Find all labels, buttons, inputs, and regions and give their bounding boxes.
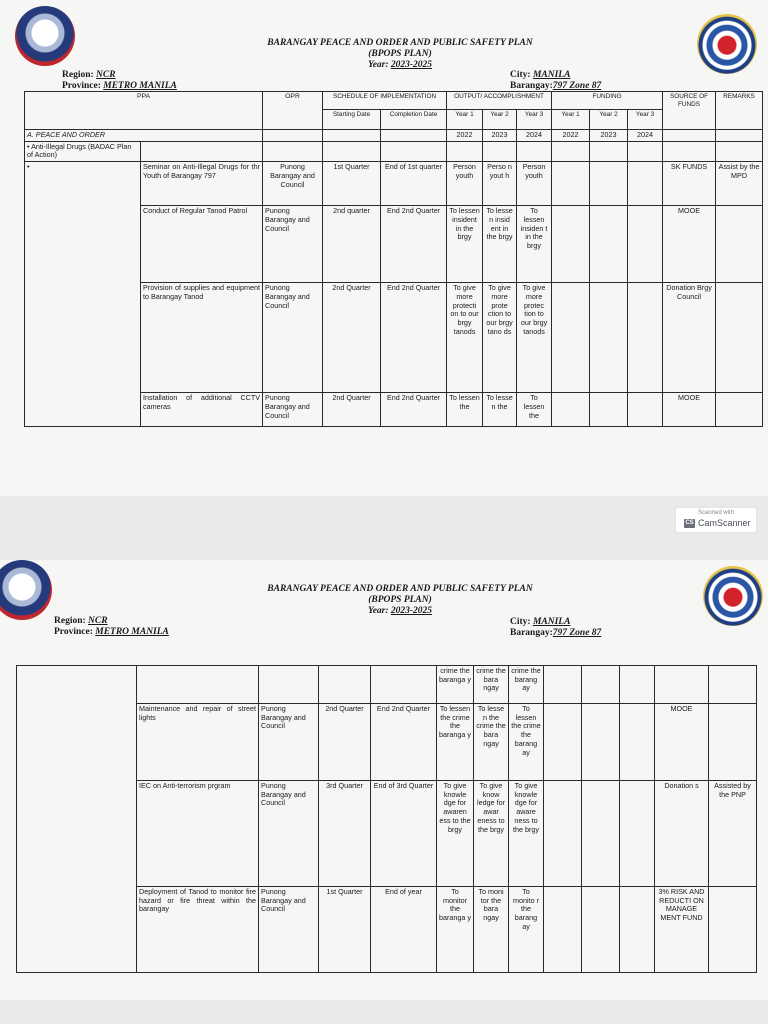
- city-value: MANILA: [532, 617, 571, 627]
- funding-year2-cell: [582, 666, 620, 704]
- scanned-with-text: Scanned with: [697, 510, 735, 516]
- funding-year3-cell: [620, 704, 655, 781]
- funding-year1-cell: [544, 704, 582, 781]
- funding-year3-cell: [620, 781, 655, 887]
- funding-year2-cell: [582, 704, 620, 781]
- funding-year3-cell: [628, 393, 663, 427]
- document-title: [200, 38, 600, 71]
- province-value: METRO MANILA: [103, 81, 177, 91]
- source-cell: [655, 666, 709, 704]
- funding-year3-cell: [628, 283, 663, 393]
- start-cell: 2nd Quarter: [319, 704, 371, 781]
- output-year1-cell: Person youth: [447, 162, 483, 206]
- title-line-2: (BPOPS PLAN): [368, 595, 432, 605]
- funding-year2-cell: [582, 887, 620, 973]
- opr-cell: Punong Barangay and Council: [263, 393, 323, 427]
- city-value: MANILA: [532, 70, 571, 80]
- header-remarks: REMARKS: [716, 92, 763, 130]
- end-cell: End 2nd Quarter: [381, 283, 447, 393]
- year-2023-funding: 2023: [590, 130, 628, 142]
- barangay-seal-icon: [15, 6, 75, 66]
- funding-year2-cell: [590, 283, 628, 393]
- year-2022-output: 2022: [447, 130, 483, 142]
- province-label: Province:: [62, 81, 101, 91]
- year-value: 2023-2025: [390, 60, 433, 70]
- source-cell: 3% RISK AND REDUCTI ON MANAGE MENT FUND: [655, 887, 709, 973]
- region-value: NCR: [96, 70, 116, 80]
- output-year1-cell: To lessen the crime the baranga y: [437, 704, 474, 781]
- ppa-cell: IEC on Anti-terrorism prgram: [137, 781, 259, 887]
- output-year3-cell: To lessen the crime the barang ay: [509, 704, 544, 781]
- opr-cell: Punong Barangay and Council: [259, 781, 319, 887]
- ppa-cell: Seminar on Anti-Illegal Drugs for thr Youth of Barangay 797: [141, 162, 263, 206]
- region-label: Region:: [54, 616, 86, 626]
- header-completion-date: Completion Date: [381, 110, 447, 130]
- empty-cell: [263, 130, 323, 142]
- city-line: [510, 617, 570, 628]
- output-year2-cell: To lesse n insid ent in the brgy: [483, 206, 517, 283]
- end-cell: End 2nd Quarter: [371, 704, 437, 781]
- funding-year3-cell: [620, 887, 655, 973]
- year-2024-funding: 2024: [628, 130, 663, 142]
- barangay-value: 797 Zone 87: [552, 628, 602, 638]
- document-page-1: [0, 0, 768, 496]
- bpops-table-page-2: [16, 665, 757, 973]
- source-cell: MOOE: [663, 206, 716, 283]
- table-row: [17, 666, 757, 704]
- header-opr: OPR: [263, 92, 323, 130]
- header-source: SOURCE OF FUNDS: [663, 92, 716, 130]
- header-output: OUTPUT/ ACCOMPLISHMENT: [447, 92, 552, 110]
- region-line: [54, 616, 108, 627]
- funding-year1-cell: [552, 162, 590, 206]
- remarks-cell: [716, 283, 763, 393]
- barangay-value: 797 Zone 87: [552, 81, 602, 91]
- opr-cell: [259, 666, 319, 704]
- output-year3-cell: To give knowle dge for aware ness to the brgy: [509, 781, 544, 887]
- start-cell: 2nd Quarter: [323, 283, 381, 393]
- output-year3-cell: To monito r the barang ay: [509, 887, 544, 973]
- subsection-anti-illegal-drugs: • Anti-Illegal Drugs (BADAC Plan of Action): [25, 141, 141, 161]
- remarks-cell: [709, 666, 757, 704]
- remarks-cell: [716, 393, 763, 427]
- city-label: City:: [510, 70, 531, 80]
- end-cell: End of year: [371, 887, 437, 973]
- output-year2-cell: To lesse n the: [483, 393, 517, 427]
- source-cell: SK FUNDS: [663, 162, 716, 206]
- end-cell: [371, 666, 437, 704]
- funding-year1-cell: [552, 393, 590, 427]
- ppa-cell: Provision of supplies and equipment to Barangay Tanod: [141, 283, 263, 393]
- empty-cell: [263, 141, 323, 161]
- funding-year2-cell: [590, 162, 628, 206]
- source-cell: MOOE: [663, 393, 716, 427]
- output-year2-cell: To lesse n the crime the bara ngay: [474, 704, 509, 781]
- empty-cell: [628, 141, 663, 161]
- province-value: METRO MANILA: [95, 627, 169, 637]
- funding-year2-cell: [582, 781, 620, 887]
- output-year3-cell: crime the barang ay: [509, 666, 544, 704]
- header-schedule: SCHEDULE OF IMPLEMENTATION: [323, 92, 447, 110]
- ppa-cell: Conduct of Regular Tanod Patrol: [141, 206, 263, 283]
- year-value: 2023-2025: [390, 606, 433, 616]
- output-year3-cell: Person youth: [517, 162, 552, 206]
- title-line-2: (BPOPS PLAN): [368, 49, 432, 59]
- source-cell: Donation s: [655, 781, 709, 887]
- camscanner-badge: [676, 508, 756, 532]
- header-funding-year1: Year 1: [552, 110, 590, 130]
- start-cell: 1st Quarter: [323, 162, 381, 206]
- output-year2-cell: To give more prote ction to our brgy tano ds: [483, 283, 517, 393]
- output-year1-cell: To give more protecti on to our brgy tanods: [447, 283, 483, 393]
- title-line-1: BARANGAY PEACE AND ORDER AND PUBLIC SAFETY PLAN: [267, 584, 533, 594]
- year-2024-output: 2024: [517, 130, 552, 142]
- year-label: Year:: [367, 606, 389, 616]
- city-of-manila-seal-icon: [697, 14, 757, 74]
- output-year3-cell: To lessen the: [517, 393, 552, 427]
- end-cell: End 2nd Quarter: [381, 206, 447, 283]
- output-year1-cell: To give knowle dge for awaren ess to the brgy: [437, 781, 474, 887]
- ppa-cell: Installation of additional CCTV cameras: [141, 393, 263, 427]
- output-year1-cell: To lessen insident in the brgy: [447, 206, 483, 283]
- output-year3-cell: To lessen insiden t in the brgy: [517, 206, 552, 283]
- header-ppa: PPA: [25, 92, 263, 130]
- header-funding-year3: Year 3: [628, 110, 663, 130]
- funding-year1-cell: [552, 283, 590, 393]
- barangay-label: Barangay:: [510, 628, 553, 638]
- output-year2-cell: To moni tor the bara ngay: [474, 887, 509, 973]
- empty-cell: [716, 130, 763, 142]
- funding-year1-cell: [544, 666, 582, 704]
- funding-year3-cell: [628, 206, 663, 283]
- empty-cell: [552, 141, 590, 161]
- region-value: NCR: [88, 616, 108, 626]
- header-starting-date: Starting Date: [323, 110, 381, 130]
- year-line: [200, 606, 600, 617]
- year-label: Year:: [367, 60, 389, 70]
- empty-cell: [447, 141, 483, 161]
- header-output-year3: Year 3: [517, 110, 552, 130]
- remarks-cell: [709, 704, 757, 781]
- empty-cell: [517, 141, 552, 161]
- camscanner-logo-icon: CS: [685, 520, 694, 526]
- camscanner-brand: CamScanner: [698, 518, 751, 528]
- barangay-line: [510, 628, 601, 639]
- empty-cell: [141, 141, 263, 161]
- output-year1-cell: To lessen the: [447, 393, 483, 427]
- bullet-cell: [17, 666, 137, 973]
- output-year3-cell: To give more protec tion to our brgy tanods: [517, 283, 552, 393]
- remarks-cell: Assist by the MPD: [716, 162, 763, 206]
- empty-cell: [381, 141, 447, 161]
- province-line: [54, 627, 169, 638]
- opr-cell: Punong Barangay and Council: [259, 887, 319, 973]
- output-year2-cell: crime the bara ngay: [474, 666, 509, 704]
- document-title: [200, 584, 600, 617]
- section-peace-and-order: A. PEACE AND ORDER: [25, 130, 263, 142]
- region-label: Region:: [62, 70, 94, 80]
- start-cell: 2nd Quarter: [323, 393, 381, 427]
- title-line-1: BARANGAY PEACE AND ORDER AND PUBLIC SAFETY PLAN: [267, 38, 533, 48]
- funding-year2-cell: [590, 206, 628, 283]
- end-cell: End of 1st quarter: [381, 162, 447, 206]
- opr-cell: Punong Barangay and Council: [263, 283, 323, 393]
- barangay-seal-icon: [0, 560, 52, 620]
- start-cell: [319, 666, 371, 704]
- funding-year1-cell: [544, 887, 582, 973]
- header-output-year1: Year 1: [447, 110, 483, 130]
- ppa-cell: Maintenance and repair of street lights: [137, 704, 259, 781]
- funding-year2-cell: [590, 393, 628, 427]
- section-row: [25, 130, 763, 142]
- city-line: [510, 70, 570, 81]
- bullet-cell: •: [25, 162, 141, 427]
- empty-cell: [590, 141, 628, 161]
- bpops-table-page-1: [24, 91, 763, 427]
- remarks-cell: [709, 887, 757, 973]
- empty-cell: [323, 130, 381, 142]
- region-line: [62, 70, 116, 81]
- start-cell: 3rd Quarter: [319, 781, 371, 887]
- document-page-2: [0, 560, 768, 1000]
- start-cell: 2nd quarter: [323, 206, 381, 283]
- remarks-cell: Assisted by the PNP: [709, 781, 757, 887]
- output-year2-cell: To give know ledge for awar eness to the brgy: [474, 781, 509, 887]
- year-2022-funding: 2022: [552, 130, 590, 142]
- city-label: City:: [510, 617, 531, 627]
- province-label: Province:: [54, 627, 93, 637]
- funding-year1-cell: [552, 206, 590, 283]
- source-cell: MOOE: [655, 704, 709, 781]
- header-output-year2: Year 2: [483, 110, 517, 130]
- year-2023-output: 2023: [483, 130, 517, 142]
- table-row: [25, 162, 763, 206]
- empty-cell: [663, 130, 716, 142]
- output-year1-cell: crime the baranga y: [437, 666, 474, 704]
- opr-cell: Punong Barangay and Council: [259, 704, 319, 781]
- remarks-cell: [716, 206, 763, 283]
- output-year2-cell: Perso n yout h: [483, 162, 517, 206]
- header-funding: FUNDING: [552, 92, 663, 110]
- empty-cell: [483, 141, 517, 161]
- empty-cell: [716, 141, 763, 161]
- end-cell: End of 3rd Quarter: [371, 781, 437, 887]
- header-funding-year2: Year 2: [590, 110, 628, 130]
- empty-cell: [323, 141, 381, 161]
- funding-year3-cell: [620, 666, 655, 704]
- start-cell: 1st Quarter: [319, 887, 371, 973]
- empty-cell: [381, 130, 447, 142]
- source-cell: Donation Brgy Council: [663, 283, 716, 393]
- opr-cell: Punong Barangay and Council: [263, 206, 323, 283]
- opr-cell: Punong Barangay and Council: [263, 162, 323, 206]
- subsection-row: [25, 141, 763, 161]
- city-of-manila-seal-icon: [703, 566, 763, 626]
- output-year1-cell: To monitor the baranga y: [437, 887, 474, 973]
- empty-cell: [663, 141, 716, 161]
- barangay-label: Barangay:: [510, 81, 553, 91]
- end-cell: End 2nd Quarter: [381, 393, 447, 427]
- funding-year3-cell: [628, 162, 663, 206]
- ppa-cell: Deployment of Tanod to monitor fire hazard or fire threat within the barangay: [137, 887, 259, 973]
- funding-year1-cell: [544, 781, 582, 887]
- ppa-cell: [137, 666, 259, 704]
